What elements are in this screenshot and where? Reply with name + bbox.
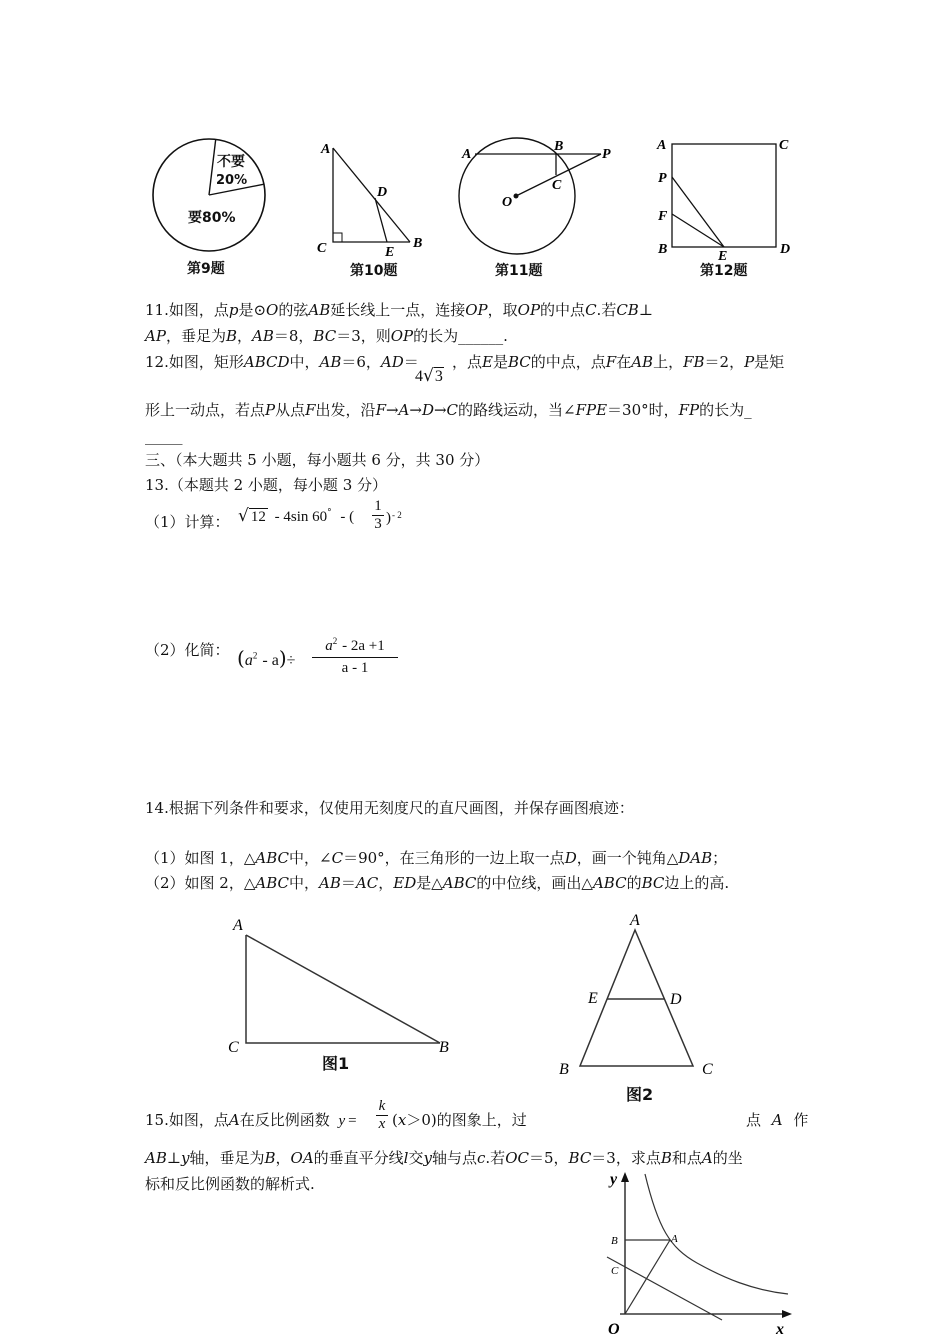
pie-label-small-pct: 20% — [216, 173, 248, 188]
q15-graph-label-A: A — [671, 1233, 678, 1245]
q12-line1-cont: ，点E是BC的中点，点F在AB上，FB＝2，P是矩 — [452, 353, 785, 371]
q14-fig2-label-E: E — [588, 990, 598, 1007]
fig10-label-E: E — [385, 245, 395, 260]
q14-fig1-label-B: B — [439, 1039, 449, 1056]
q13-part2: （2）化简： — [145, 641, 230, 659]
q15-graph — [602, 1168, 797, 1344]
q14-part2: （2）如图 2，△ABC中，AB＝AC，ED是△ABC的中位线，画出△ABC的BC边上的高. — [145, 874, 730, 892]
q13-part1-exp: - 2 — [392, 510, 402, 520]
q15-graph-label-y: y — [610, 1171, 618, 1188]
q14-fig2-label-C: C — [702, 1061, 713, 1078]
q15-line2: AB⊥y轴，垂足为B，OA的垂直平分线l交y轴与点c.若OC＝5，BC＝3，求点B和点A的坐 — [145, 1149, 743, 1167]
q15-line3: 标和反比例函数的解析式. — [145, 1175, 315, 1193]
q15-graph-label-B: B — [611, 1235, 618, 1247]
fig12-label-F: F — [658, 209, 668, 224]
q14-fig1-label-C: C — [228, 1039, 239, 1056]
q15-line1-cond: (x＞0)的图象上，过 — [392, 1111, 527, 1129]
q14-fig2-label-D: D — [670, 991, 682, 1008]
q14-fig1-caption: 图1 — [322, 1054, 350, 1073]
q13-part1-frac: 1 3 — [372, 498, 384, 533]
fig12-label-B: B — [658, 242, 668, 257]
fig11-label-O: O — [502, 195, 513, 210]
q14-fig2-caption: 图2 — [626, 1085, 654, 1104]
pie-label-small: 不要 — [217, 154, 245, 170]
q12-line1: 12.如图，矩形ABCD中，AB＝6，AD＝ — [145, 353, 419, 371]
q13-part2-frac: $a^2 - 2a +1$ a - 1 — [312, 636, 398, 677]
fig11-label-A: A — [462, 147, 472, 162]
fig9-caption: 第9题 — [187, 261, 225, 277]
fig10-label-B: B — [413, 236, 423, 251]
q14-fig2-label-A: A — [630, 912, 640, 929]
q13-part1-close: ) — [386, 510, 391, 526]
fig12-label-E: E — [718, 249, 728, 264]
q13-part1: （1）计算： — [145, 513, 230, 531]
q14-part1: （1）如图 1，△ABC中，∠C＝90°，在三角形的一边上取一点D，画一个钝角△DAB； — [145, 849, 728, 867]
q15-graph-label-O: O — [608, 1321, 620, 1338]
fig11-label-C: C — [552, 178, 562, 193]
pie-label-large: 要80% — [188, 210, 236, 226]
q11-line1: 11.如图，点p是⊙O的弦AB延长线上一点，连接OP，取OP的中点C.若CB⊥ — [145, 301, 653, 319]
q14-fig1-right-triangle — [225, 912, 465, 1057]
q12-line2: 形上一动点，若点P从点F出发，沿F→A→D→C的路线运动，当∠FPE＝30°时，FP的长为_ — [145, 401, 752, 419]
fig11-caption: 第11题 — [495, 263, 543, 279]
fig11-circle — [455, 134, 620, 264]
q15-graph-label-x: x — [776, 1321, 784, 1338]
q15-line1: 15.如图，点A在反比例函数 y = — [145, 1111, 357, 1129]
fig12-caption: 第12题 — [700, 263, 748, 279]
fig12-label-P: P — [658, 171, 667, 186]
fig10-label-C: C — [317, 241, 327, 256]
fig9-pie-chart — [150, 136, 270, 256]
pie-slice-edge-1 — [209, 139, 216, 195]
fig10-label-D: D — [377, 185, 388, 200]
q13-part2-left: $(a^2 - a)\div$ — [237, 646, 296, 670]
q13-part1-expr: √ 12 - 4sin 60° - ( — [238, 506, 355, 526]
q15-graph-label-C: C — [611, 1265, 619, 1277]
q12-line3: _____ — [145, 427, 183, 445]
q12-radical: 4√3 — [415, 366, 443, 386]
section3-heading: 三、（本大题共 5 小题，每小题共 6 分，共 30 分） — [145, 451, 490, 469]
q14-fig1-label-A: A — [233, 917, 243, 934]
q14-title: 14.根据下列条件和要求，仅使用无刻度尺的直尺画图，并保存画图痕迹： — [145, 799, 634, 817]
q14-fig2-label-B: B — [559, 1061, 569, 1078]
fig11-label-P: P — [602, 147, 611, 162]
fig10-label-A: A — [321, 142, 331, 157]
q15-fraction: k x — [376, 1098, 388, 1133]
q15-line1-right: 点 A 作 — [746, 1111, 809, 1129]
q14-fig2-isosceles-triangle — [555, 908, 725, 1078]
fig11-label-B: B — [554, 139, 564, 154]
fig12-label-D: D — [780, 242, 791, 257]
q11-line2: AP，垂足为B，AB＝8，BC＝3，则OP的长为______. — [145, 327, 508, 345]
fig12-rectangle — [650, 134, 800, 264]
fig12-label-C: C — [779, 138, 789, 153]
fig10-caption: 第10题 — [350, 263, 398, 279]
frac-numerator: $a^2 - 2a +1$ — [312, 636, 398, 658]
fig12-label-A: A — [657, 138, 667, 153]
q13-title: 13.（本题共 2 小题，每小题 3 分） — [145, 476, 388, 494]
fig10-triangle — [315, 140, 430, 260]
